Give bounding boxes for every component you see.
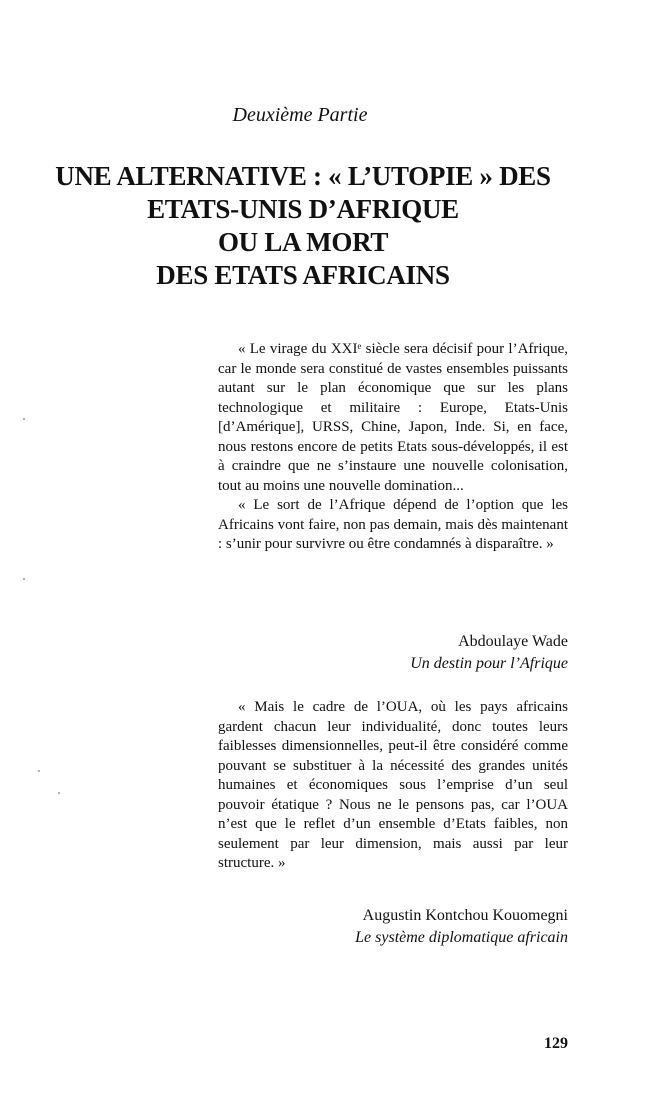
scan-speck xyxy=(23,418,25,420)
title-line: ETATS-UNIS D’AFRIQUE xyxy=(147,194,459,224)
scan-speck xyxy=(58,792,60,794)
epigraph-kontchou xyxy=(218,698,568,874)
attribution-wade xyxy=(410,631,568,675)
title-line: DES ETATS AFRICAINS xyxy=(156,260,450,290)
attribution-author: Augustin Kontchou Kouomegni xyxy=(362,907,568,924)
title-line: UNE ALTERNATIVE : « L’UTOPIE » DES xyxy=(55,161,551,191)
attribution-author: Abdoulaye Wade xyxy=(458,633,568,650)
epigraph-wade xyxy=(218,340,568,555)
scan-speck xyxy=(23,578,25,580)
epigraph-paragraph: « Mais le cadre de l’OUA, où les pays africains gardent chacun leur individualité, donc toutes leurs faiblesses dimensionnelles, peut-il être considéré comme pouvant se substituer à la nécessité des grandes unités humaines et économiques sous l’emprise d’un seul pouvoir étatique ? Nous ne le pensons pas, car l’OUA n’est que le reflet d’un ensemble d’Etats faibles, non seulement par leur dimension, mais aussi par leur structure. » xyxy=(218,699,568,871)
attribution-work: Le système diplomatique africain xyxy=(355,929,568,946)
title-line: OU LA MORT xyxy=(217,227,389,257)
attribution-kontchou xyxy=(355,905,568,949)
epigraph-paragraph: « Le sort de l’Afrique dépend de l’option que les Africains vont faire, non pas demain, mais dès maintenant : s’unir pour survivre ou être condamnés à disparaître. » xyxy=(218,497,568,552)
epigraph-paragraph: « Le virage du XXIᵉ siècle sera décisif pour l’Afrique, car le monde sera constitué de vastes ensembles puissants autant sur le plan économique que sur les plans technologique et militaire : Europe, Etats-Unis [d’Amérique], URSS, Chine, Japon, Inde. Si, en face, nous restons encore de petits Etats sous-développés, il est à craindre que ne s’instaure une nouvelle colonisation, tout au moins une nouvelle domination... xyxy=(218,341,568,494)
scan-speck xyxy=(38,770,40,772)
part-label: Deuxième Partie xyxy=(232,104,368,126)
chapter-title xyxy=(0,160,606,292)
attribution-work: Un destin pour l’Afrique xyxy=(410,655,568,672)
page-number: 129 xyxy=(544,1035,568,1052)
